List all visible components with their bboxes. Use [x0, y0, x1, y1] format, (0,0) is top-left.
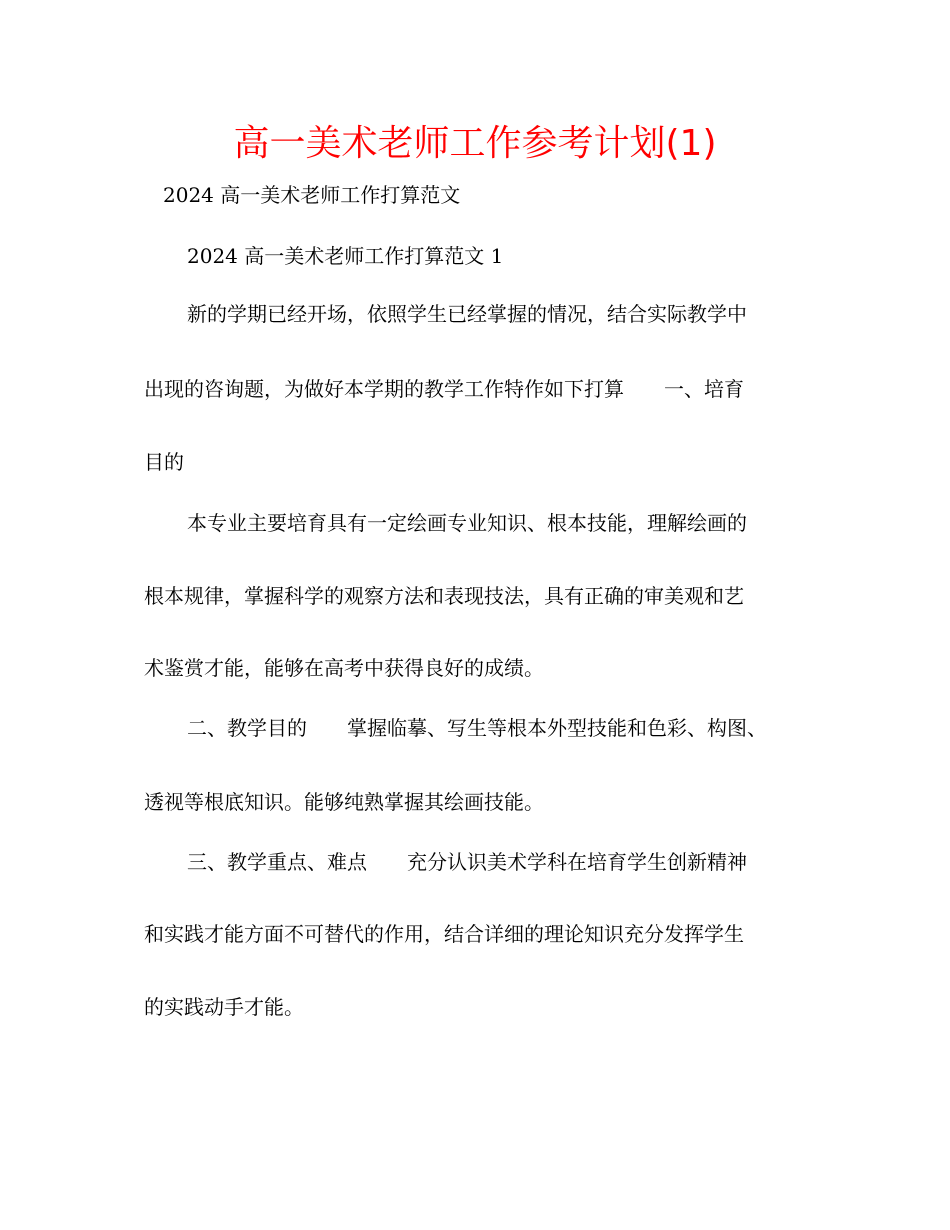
paragraph-line: 和实践才能方面不可替代的作用，结合详细的理论知识充分发挥学生 — [144, 922, 744, 946]
paragraph-line: 出现的咨询题，为做好本学期的教学工作特作如下打算 一、培育 — [144, 377, 744, 401]
paragraph-line: 目的 — [144, 450, 184, 474]
document-title: 高一美术老师工作参考计划(1) — [233, 123, 717, 164]
section-heading: 2024 高一美术老师工作打算范文 1 — [187, 244, 504, 268]
paragraph-line: 二、教学目的 掌握临摹、写生等根本外型技能和色彩、构图、 — [187, 716, 767, 740]
subtitle-line: 2024 高一美术老师工作打算范文 — [163, 183, 461, 207]
paragraph-line: 根本规律，掌握科学的观察方法和表现技法，具有正确的审美观和艺 — [144, 584, 744, 608]
paragraph-line: 本专业主要培育具有一定绘画专业知识、根本技能，理解绘画的 — [187, 511, 747, 535]
paragraph-line: 三、教学重点、难点 充分认识美术学科在培育学生创新精神 — [187, 850, 747, 874]
paragraph-line: 的实践动手才能。 — [144, 995, 304, 1019]
paragraph-line: 术鉴赏才能，能够在高考中获得良好的成绩。 — [144, 656, 544, 680]
paragraph-line: 透视等根底知识。能够纯熟掌握其绘画技能。 — [144, 790, 544, 814]
paragraph-line: 新的学期已经开场，依照学生已经掌握的情况，结合实际教学中 — [187, 302, 747, 326]
